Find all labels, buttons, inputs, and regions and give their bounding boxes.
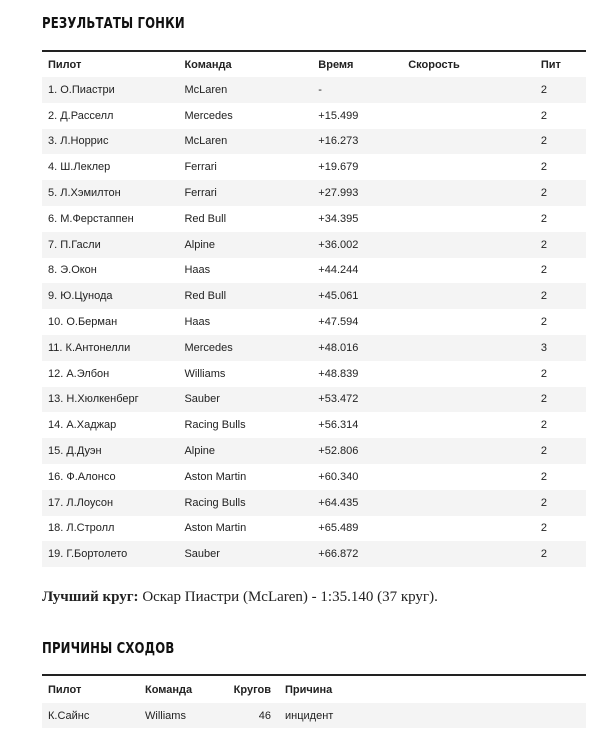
- table-row: [42, 464, 586, 490]
- cell-team: Mercedes: [184, 341, 233, 354]
- cell-speed: [402, 283, 533, 309]
- results-header-row: [42, 51, 586, 77]
- cell-team: Ferrari: [184, 187, 217, 200]
- cell-pilot: 9. Ю.Цунода: [48, 290, 113, 303]
- cell-team: Sauber: [184, 548, 220, 561]
- cell-team: McLaren: [184, 83, 228, 96]
- cell-pit: 2: [540, 290, 547, 303]
- cell-pilot: 16. Ф.Алонсо: [48, 470, 116, 483]
- table-row: [42, 541, 586, 567]
- cell-speed: [402, 464, 533, 490]
- cell-speed: [402, 309, 533, 335]
- table-row: [42, 490, 586, 516]
- cell-team: McLaren: [184, 135, 228, 148]
- cell-pit: 2: [540, 161, 547, 174]
- cell-team: Williams: [184, 367, 226, 380]
- cell-time: +36.002: [318, 238, 359, 251]
- cell-time: +56.314: [318, 419, 359, 432]
- fastest-lap-text: Оскар Пиастри (McLaren) - 1:35.140 (37 круг).: [138, 589, 438, 605]
- cell-pit: 2: [540, 212, 547, 225]
- cell-pit: 2: [540, 238, 547, 251]
- cell-team: Alpine: [184, 238, 216, 251]
- cell-pit: 2: [540, 83, 547, 96]
- cell-pilot: 10. О.Берман: [48, 316, 118, 329]
- cell-pilot: 17. Л.Лоусон: [48, 496, 114, 509]
- cell-speed: [402, 258, 533, 284]
- cell-time: +48.839: [318, 367, 359, 380]
- cell-speed: [402, 516, 533, 542]
- header-time: Время: [318, 58, 354, 71]
- cell-time: +48.016: [318, 341, 359, 354]
- table-row: [42, 412, 586, 438]
- cell-team: Aston Martin: [184, 522, 247, 535]
- cell-time: +53.472: [318, 393, 359, 406]
- cell-time: +47.594: [318, 316, 359, 329]
- table-row: [42, 438, 586, 464]
- cell-pilot: К.Сайнс: [42, 703, 139, 728]
- cell-pilot: 1. О.Пиастри: [48, 83, 115, 96]
- results-table: [42, 50, 586, 567]
- cell-team: Red Bull: [184, 290, 227, 303]
- cell-speed: [402, 387, 533, 413]
- cell-pilot: 15. Д.Дуэн: [48, 445, 102, 458]
- cell-pilot: 7. П.Гасли: [48, 238, 101, 251]
- header-speed: Скорость: [408, 58, 460, 71]
- cell-speed: [402, 154, 533, 180]
- cell-pilot: 5. Л.Хэмилтон: [48, 187, 121, 200]
- cell-team: Mercedes: [184, 109, 233, 122]
- cell-time: +27.993: [318, 187, 359, 200]
- cell-speed: [402, 180, 533, 206]
- cell-pit: 2: [540, 445, 547, 458]
- cell-speed: [402, 77, 533, 103]
- retirements-table: [42, 674, 586, 728]
- header-pilot: Пилот: [48, 683, 82, 696]
- cell-pilot: 4. Ш.Леклер: [48, 161, 111, 174]
- fastest-lap-label: Лучший круг:: [42, 589, 139, 605]
- cell-time: +60.340: [318, 470, 359, 483]
- cell-time: +64.435: [318, 496, 359, 509]
- cell-pilot: 12. А.Элбон: [48, 367, 110, 380]
- header-pilot: Пилот: [48, 58, 82, 71]
- fastest-lap: [42, 589, 438, 606]
- cell-pit: 3: [540, 341, 547, 354]
- table-row: [42, 180, 586, 206]
- table-row: [42, 103, 586, 129]
- cell-pilot: 6. М.Ферстаппен: [48, 212, 134, 225]
- header-team: Команда: [145, 683, 193, 696]
- table-row: [42, 309, 586, 335]
- cell-speed: [402, 541, 533, 567]
- cell-speed: [402, 490, 533, 516]
- cell-speed: [402, 129, 533, 155]
- cell-pilot: 18. Л.Стролл: [48, 522, 115, 535]
- cell-reason: инцидент: [279, 703, 586, 728]
- cell-laps: 46: [225, 703, 279, 728]
- cell-pilot: 2. Д.Расселл: [48, 109, 114, 122]
- cell-pit: 2: [540, 522, 547, 535]
- cell-time: +66.872: [318, 548, 359, 561]
- cell-time: +34.395: [318, 212, 359, 225]
- cell-pit: 2: [540, 548, 547, 561]
- header-reason: Причина: [285, 683, 333, 696]
- table-row: [42, 129, 586, 155]
- header-laps: Кругов: [233, 683, 271, 696]
- cell-time: +19.679: [318, 161, 359, 174]
- cell-team: Racing Bulls: [184, 419, 246, 432]
- cell-pilot: 11. К.Антонелли: [48, 341, 131, 354]
- cell-speed: [402, 412, 533, 438]
- cell-pilot: 13. Н.Хюлкенберг: [48, 393, 139, 406]
- table-row: [42, 232, 586, 258]
- table-row: [42, 154, 586, 180]
- cell-pilot: 19. Г.Бортолето: [48, 548, 128, 561]
- cell-team: Haas: [184, 264, 211, 277]
- cell-speed: [402, 103, 533, 129]
- cell-time: +15.499: [318, 109, 359, 122]
- cell-pilot: 14. А.Хаджар: [48, 419, 117, 432]
- cell-pit: 2: [540, 470, 547, 483]
- cell-speed: [402, 335, 533, 361]
- cell-pit: 2: [540, 264, 547, 277]
- table-row: [42, 258, 586, 284]
- retirements-header-row: [42, 675, 586, 703]
- cell-speed: [402, 438, 533, 464]
- retirements-title: ПРИЧИНЫ СХОДОВ: [42, 639, 175, 657]
- cell-time: +44.244: [318, 264, 359, 277]
- table-row: [42, 206, 586, 232]
- table-row: [42, 387, 586, 413]
- cell-time: +16.273: [318, 135, 359, 148]
- cell-team: Haas: [184, 316, 211, 329]
- cell-team: Aston Martin: [184, 470, 247, 483]
- cell-pilot: 8. Э.Окон: [48, 264, 97, 277]
- cell-time: +52.806: [318, 445, 359, 458]
- cell-speed: [402, 361, 533, 387]
- cell-team: Sauber: [184, 393, 220, 406]
- cell-pit: 2: [540, 367, 547, 380]
- header-team: Команда: [184, 58, 232, 71]
- cell-speed: [402, 206, 533, 232]
- table-row: [42, 77, 586, 103]
- results-title: РЕЗУЛЬТАТЫ ГОНКИ: [42, 14, 185, 32]
- table-row: [42, 361, 586, 387]
- table-row: [42, 283, 586, 309]
- cell-pilot: 3. Л.Норрис: [48, 135, 109, 148]
- cell-team: Williams: [139, 703, 225, 728]
- cell-time: -: [318, 83, 322, 96]
- cell-pit: 2: [540, 496, 547, 509]
- table-row: [42, 335, 586, 361]
- cell-pit: 2: [540, 109, 547, 122]
- cell-team: Ferrari: [184, 161, 217, 174]
- cell-speed: [402, 232, 533, 258]
- cell-pit: 2: [540, 393, 547, 406]
- table-row: [42, 703, 586, 728]
- cell-pit: 2: [540, 419, 547, 432]
- header-pit: Пит: [540, 58, 561, 71]
- table-row: [42, 516, 586, 542]
- cell-time: +65.489: [318, 522, 359, 535]
- cell-pit: 2: [540, 187, 547, 200]
- cell-pit: 2: [540, 316, 547, 329]
- cell-team: Red Bull: [184, 212, 227, 225]
- cell-team: Alpine: [184, 445, 216, 458]
- cell-team: Racing Bulls: [184, 496, 246, 509]
- cell-time: +45.061: [318, 290, 359, 303]
- cell-pit: 2: [540, 135, 547, 148]
